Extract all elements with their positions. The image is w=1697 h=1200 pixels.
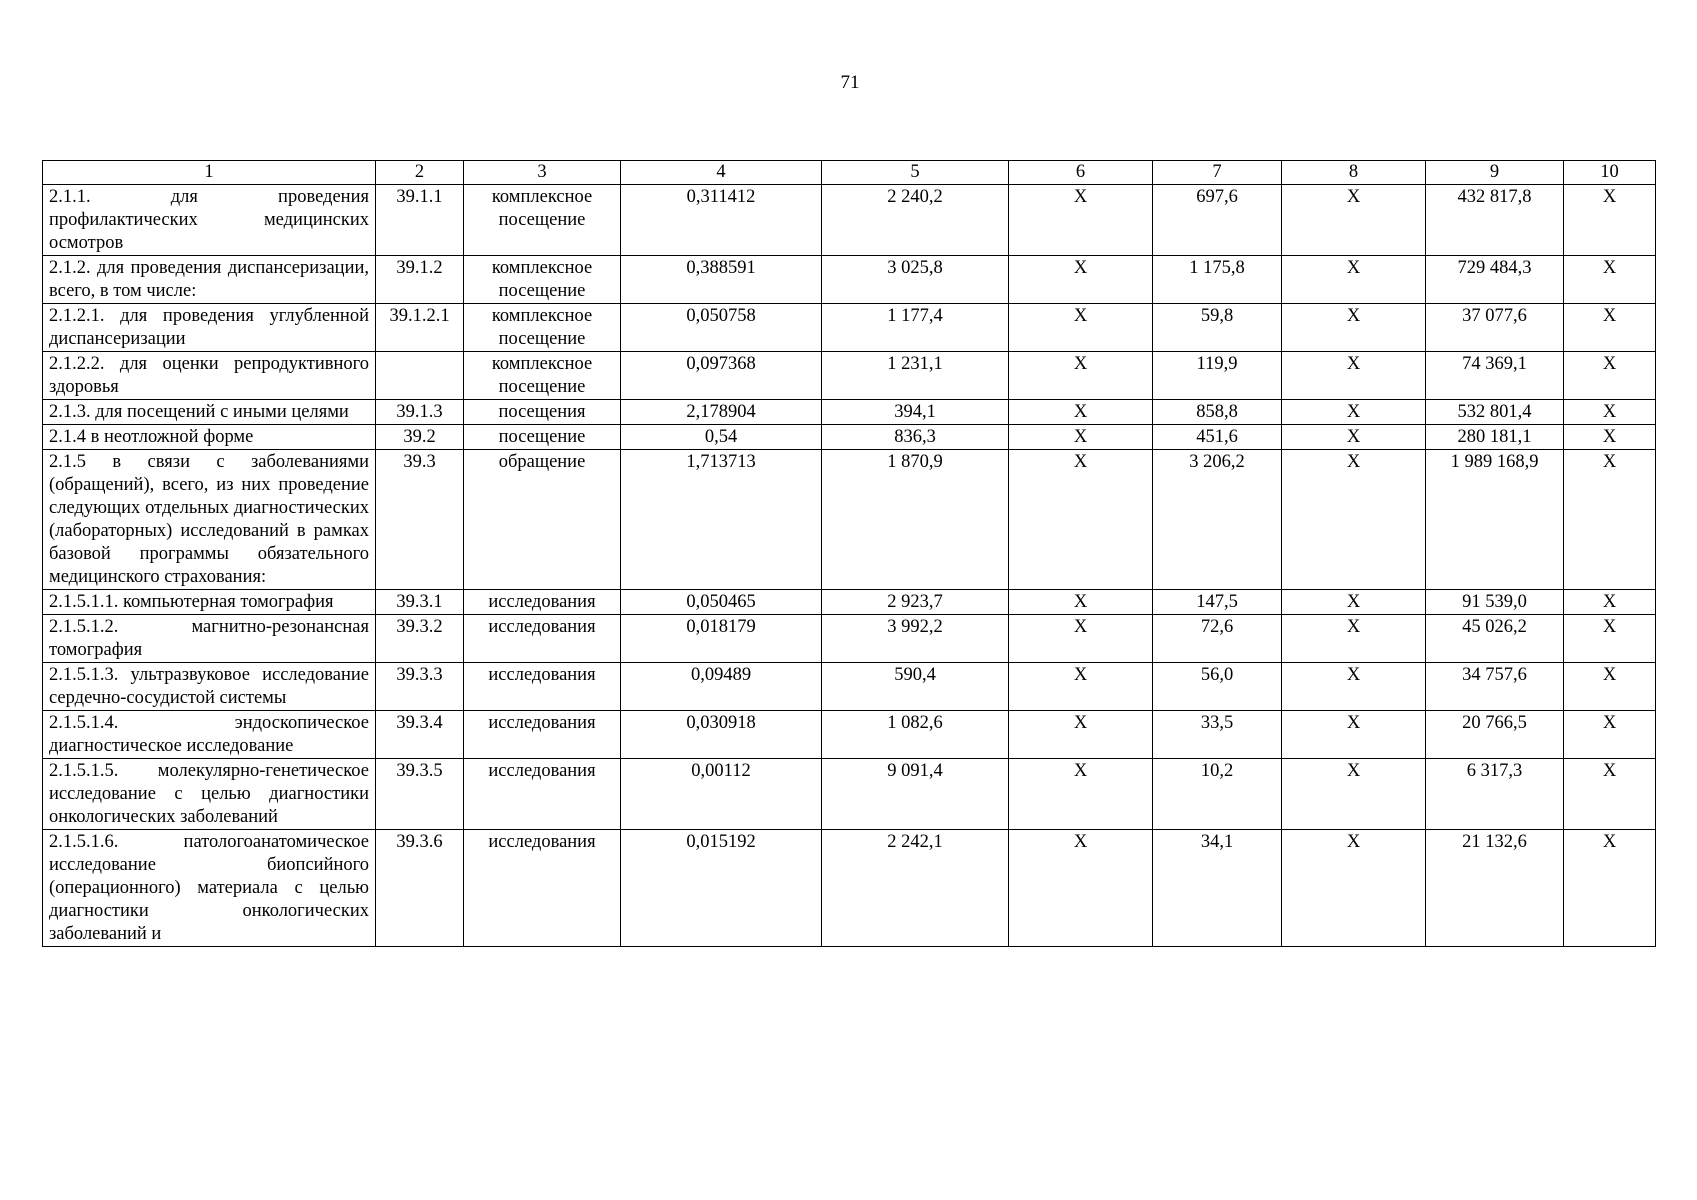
table-row (43, 615, 1656, 663)
row-col5-cell: 590,4 (822, 663, 1009, 711)
row-col7-cell: 56,0 (1153, 663, 1282, 711)
table-row (43, 185, 1656, 256)
row-unit-cell: исследования (464, 830, 621, 947)
table-row (43, 711, 1656, 759)
row-unit-cell: посещение (464, 425, 621, 450)
row-col8-cell: Х (1282, 450, 1426, 590)
row-col8-cell: Х (1282, 590, 1426, 615)
column-header: 2 (376, 161, 464, 185)
table-row (43, 400, 1656, 425)
row-col8-cell: Х (1282, 615, 1426, 663)
row-col5-cell: 3 025,8 (822, 256, 1009, 304)
row-col10-cell: Х (1564, 711, 1656, 759)
table-row (43, 425, 1656, 450)
row-code-cell: 39.3.6 (376, 830, 464, 947)
row-unit-cell: исследования (464, 590, 621, 615)
row-unit-cell: исследования (464, 615, 621, 663)
table-row (43, 830, 1656, 947)
row-label-cell: 2.1.4 в неотложной форме (43, 425, 376, 450)
row-col4-cell: 0,050465 (621, 590, 822, 615)
row-unit-cell: комплексное посещение (464, 304, 621, 352)
table-row (43, 759, 1656, 830)
row-col5-cell: 1 082,6 (822, 711, 1009, 759)
table-row (43, 663, 1656, 711)
row-col7-cell: 119,9 (1153, 352, 1282, 400)
row-col9-cell: 20 766,5 (1426, 711, 1564, 759)
row-col9-cell: 729 484,3 (1426, 256, 1564, 304)
column-header: 8 (1282, 161, 1426, 185)
row-label-cell: 2.1.2. для проведения диспансеризации, всего, в том числе: (43, 256, 376, 304)
row-col9-cell: 74 369,1 (1426, 352, 1564, 400)
row-label-cell: 2.1.2.1. для проведения углубленной диспансеризации (43, 304, 376, 352)
row-col10-cell: Х (1564, 759, 1656, 830)
row-col4-cell: 0,030918 (621, 711, 822, 759)
row-unit-cell: комплексное посещение (464, 185, 621, 256)
row-col4-cell: 0,015192 (621, 830, 822, 947)
row-col7-cell: 72,6 (1153, 615, 1282, 663)
row-unit-cell: обращение (464, 450, 621, 590)
row-col9-cell: 6 317,3 (1426, 759, 1564, 830)
row-col6-cell: Х (1009, 830, 1153, 947)
row-label-cell: 2.1.2.2. для оценки репродуктивного здоровья (43, 352, 376, 400)
row-col5-cell: 3 992,2 (822, 615, 1009, 663)
column-header: 10 (1564, 161, 1656, 185)
row-col10-cell: Х (1564, 352, 1656, 400)
row-unit-cell: посещения (464, 400, 621, 425)
row-col4-cell: 0,54 (621, 425, 822, 450)
row-col6-cell: Х (1009, 450, 1153, 590)
row-col7-cell: 3 206,2 (1153, 450, 1282, 590)
table-row (43, 590, 1656, 615)
row-label-cell: 2.1.5.1.1. компьютерная томография (43, 590, 376, 615)
row-col10-cell: Х (1564, 185, 1656, 256)
row-col9-cell: 280 181,1 (1426, 425, 1564, 450)
row-code-cell: 39.3 (376, 450, 464, 590)
row-label-cell: 2.1.5.1.5. молекулярно-генетическое исследование с целью диагностики онкологических заболеваний (43, 759, 376, 830)
row-label-cell: 2.1.5 в связи с заболеваниями (обращений), всего, из них проведение следующих отдельных диагностических (лабораторных) исследований в рамках базовой программы обязательного медицинского страхования: (43, 450, 376, 590)
row-col9-cell: 37 077,6 (1426, 304, 1564, 352)
row-code-cell: 39.3.1 (376, 590, 464, 615)
row-col7-cell: 33,5 (1153, 711, 1282, 759)
row-col9-cell: 91 539,0 (1426, 590, 1564, 615)
row-col8-cell: Х (1282, 400, 1426, 425)
row-unit-cell: исследования (464, 711, 621, 759)
row-code-cell: 39.2 (376, 425, 464, 450)
row-unit-cell: исследования (464, 759, 621, 830)
row-col5-cell: 2 923,7 (822, 590, 1009, 615)
row-col6-cell: Х (1009, 400, 1153, 425)
row-code-cell: 39.3.3 (376, 663, 464, 711)
row-col8-cell: Х (1282, 711, 1426, 759)
column-header: 4 (621, 161, 822, 185)
row-col7-cell: 34,1 (1153, 830, 1282, 947)
row-col6-cell: Х (1009, 711, 1153, 759)
row-code-cell: 39.1.3 (376, 400, 464, 425)
row-col7-cell: 147,5 (1153, 590, 1282, 615)
row-col4-cell: 0,050758 (621, 304, 822, 352)
row-col5-cell: 1 177,4 (822, 304, 1009, 352)
row-col10-cell: Х (1564, 590, 1656, 615)
row-col9-cell: 34 757,6 (1426, 663, 1564, 711)
row-col9-cell: 21 132,6 (1426, 830, 1564, 947)
row-col5-cell: 9 091,4 (822, 759, 1009, 830)
row-col5-cell: 1 231,1 (822, 352, 1009, 400)
row-code-cell: 39.3.5 (376, 759, 464, 830)
table-row (43, 304, 1656, 352)
row-label-cell: 2.1.5.1.6. патологоанатомическое исследование биопсийного (операционного) материала с целью диагностики онкологических заболеваний и (43, 830, 376, 947)
row-col8-cell: Х (1282, 759, 1426, 830)
row-code-cell: 39.3.2 (376, 615, 464, 663)
row-col10-cell: Х (1564, 256, 1656, 304)
row-col10-cell: Х (1564, 450, 1656, 590)
row-col10-cell: Х (1564, 400, 1656, 425)
row-col8-cell: Х (1282, 425, 1426, 450)
row-col7-cell: 59,8 (1153, 304, 1282, 352)
row-col4-cell: 1,713713 (621, 450, 822, 590)
row-col6-cell: Х (1009, 663, 1153, 711)
row-col9-cell: 432 817,8 (1426, 185, 1564, 256)
row-code-cell: 39.1.2 (376, 256, 464, 304)
row-col9-cell: 532 801,4 (1426, 400, 1564, 425)
page-number: 71 (840, 72, 860, 93)
row-unit-cell: комплексное посещение (464, 256, 621, 304)
column-header: 7 (1153, 161, 1282, 185)
row-col7-cell: 1 175,8 (1153, 256, 1282, 304)
table-row (43, 352, 1656, 400)
table-row (43, 450, 1656, 590)
row-unit-cell: комплексное посещение (464, 352, 621, 400)
row-code-cell (376, 352, 464, 400)
row-code-cell: 39.3.4 (376, 711, 464, 759)
row-col8-cell: Х (1282, 256, 1426, 304)
column-header: 6 (1009, 161, 1153, 185)
row-code-cell: 39.1.2.1 (376, 304, 464, 352)
row-col4-cell: 0,018179 (621, 615, 822, 663)
row-col10-cell: Х (1564, 615, 1656, 663)
row-col8-cell: Х (1282, 304, 1426, 352)
column-header: 1 (43, 161, 376, 185)
row-col9-cell: 1 989 168,9 (1426, 450, 1564, 590)
row-label-cell: 2.1.1. для проведения профилактических медицинских осмотров (43, 185, 376, 256)
row-col6-cell: Х (1009, 425, 1153, 450)
row-col6-cell: Х (1009, 759, 1153, 830)
row-col4-cell: 2,178904 (621, 400, 822, 425)
row-col5-cell: 394,1 (822, 400, 1009, 425)
row-col7-cell: 697,6 (1153, 185, 1282, 256)
row-col10-cell: Х (1564, 663, 1656, 711)
row-col6-cell: Х (1009, 304, 1153, 352)
row-col8-cell: Х (1282, 830, 1426, 947)
row-col6-cell: Х (1009, 615, 1153, 663)
row-col10-cell: Х (1564, 830, 1656, 947)
row-col6-cell: Х (1009, 185, 1153, 256)
table-header-row (43, 161, 1656, 185)
row-label-cell: 2.1.5.1.3. ультразвуковое исследование сердечно-сосудистой системы (43, 663, 376, 711)
row-col10-cell: Х (1564, 304, 1656, 352)
row-col8-cell: Х (1282, 352, 1426, 400)
row-col8-cell: Х (1282, 185, 1426, 256)
row-col4-cell: 0,097368 (621, 352, 822, 400)
column-header: 9 (1426, 161, 1564, 185)
row-col5-cell: 836,3 (822, 425, 1009, 450)
row-label-cell: 2.1.3. для посещений с иными целями (43, 400, 376, 425)
row-col6-cell: Х (1009, 352, 1153, 400)
data-table (42, 160, 1656, 947)
row-col7-cell: 10,2 (1153, 759, 1282, 830)
row-col5-cell: 2 240,2 (822, 185, 1009, 256)
row-col7-cell: 451,6 (1153, 425, 1282, 450)
row-col4-cell: 0,311412 (621, 185, 822, 256)
row-label-cell: 2.1.5.1.4. эндоскопическое диагностическое исследование (43, 711, 376, 759)
row-col5-cell: 1 870,9 (822, 450, 1009, 590)
row-label-cell: 2.1.5.1.2. магнитно-резонансная томография (43, 615, 376, 663)
row-code-cell: 39.1.1 (376, 185, 464, 256)
column-header: 3 (464, 161, 621, 185)
row-col7-cell: 858,8 (1153, 400, 1282, 425)
row-col6-cell: Х (1009, 590, 1153, 615)
column-header: 5 (822, 161, 1009, 185)
row-col4-cell: 0,09489 (621, 663, 822, 711)
row-col6-cell: Х (1009, 256, 1153, 304)
table-row (43, 256, 1656, 304)
row-col4-cell: 0,388591 (621, 256, 822, 304)
row-col8-cell: Х (1282, 663, 1426, 711)
row-col4-cell: 0,00112 (621, 759, 822, 830)
row-col5-cell: 2 242,1 (822, 830, 1009, 947)
row-col9-cell: 45 026,2 (1426, 615, 1564, 663)
row-unit-cell: исследования (464, 663, 621, 711)
row-col10-cell: Х (1564, 425, 1656, 450)
